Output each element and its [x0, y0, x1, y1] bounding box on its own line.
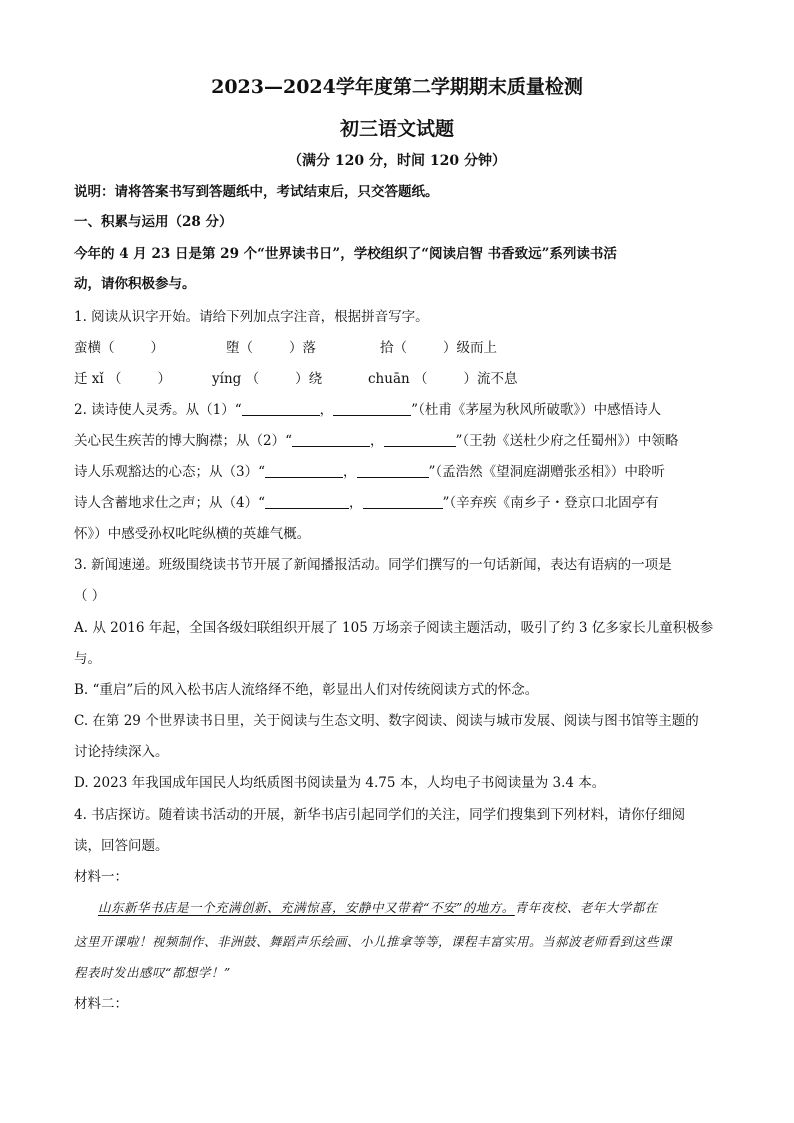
- q1-item-3: 拾（ ）级而上: [380, 340, 497, 356]
- option-a-line-2: 与。: [74, 651, 101, 667]
- poem-blank[interactable]: [384, 432, 456, 447]
- q1-item-4: 迁 xǐ （ ）: [74, 371, 172, 387]
- poem-blank[interactable]: [333, 401, 411, 416]
- poem-blank[interactable]: [265, 494, 349, 509]
- material-1-line-2: 这里开课啦！视频制作、非洲鼓、舞蹈声乐绘画、小儿推拿等等，课程丰富实用。当郝波老师看到这些课: [74, 934, 673, 949]
- poem-blank[interactable]: [357, 463, 429, 478]
- option-b: B. “重启”后的风入松书店人流络绎不绝，彰显出人们对传统阅读方式的怀念。: [74, 682, 539, 698]
- question-3-stem-1: 3. 新闻速递。班级围绕读书节开展了新闻播报活动。同学们撰写的一句话新闻，表达有语病的一项是: [74, 557, 672, 573]
- poem-blank[interactable]: [242, 401, 320, 416]
- option-a-line-1: A. 从 2016 年起，全国各级妇联组织开展了 105 万场亲子阅读主题活动，吸引了约 3 亿多家长儿童积极参: [74, 620, 714, 636]
- poem-blank[interactable]: [265, 463, 343, 478]
- question-2-line-4: 诗人含蓄地求仕之声；从（4）“ ， ”（辛弃疾《南乡子・登京口北固亭有: [74, 495, 659, 511]
- material-2-label: 材料二：: [74, 996, 128, 1012]
- section-intro-line-2: 动，请你积极参与。: [74, 276, 196, 292]
- exam-title: 2023—2024学年度第二学期期末质量检测: [211, 76, 583, 98]
- q1-item-6: chuān （ ）流不息: [368, 371, 518, 387]
- question-4-stem-1: 4. 书店探访。随着读书活动的开展，新华书店引起同学们的关注，同学们搜集到下列材料，请你仔细阅: [74, 807, 686, 823]
- q1-item-5: yíng （ ）绕: [212, 371, 323, 387]
- section-heading: 一、积累与运用（28 分）: [74, 214, 233, 230]
- question-2-line-2: 关心民生疾苦的博大胸襟；从（2）“ ， ”（王勃《送杜少府之任蜀州》）中领略: [74, 433, 679, 449]
- option-c-line-1: C. 在第 29 个世界读书日里，关于阅读与生态文明、数字阅读、阅读与城市发展、阅读与图书馆等主题的: [74, 713, 699, 729]
- exam-subject-title: 初三语文试题: [339, 118, 454, 140]
- exam-info: （满分 120 分，时间 120 分钟）: [288, 153, 506, 169]
- poem-blank[interactable]: [292, 432, 370, 447]
- material-1-line-1: 山东新华书店是一个充满创新、充满惊喜，安静中又带着“不安”的地方。青年夜校、老年大学都在: [98, 900, 658, 915]
- option-d: D. 2023 年我国成年国民人均纸质图书阅读量为 4.75 本，人均电子书阅读量为 3.4 本。: [74, 775, 606, 791]
- question-2-line-3: 诗人乐观豁达的心态；从（3）“ ， ”（孟浩然《望洞庭湖赠张丞相》）中聆听: [74, 464, 665, 480]
- question-2-line-1: 2. 读诗使人灵秀。从（1）“ ， ”（杜甫《茅屋为秋风所破歌》）中感悟诗人: [74, 402, 662, 418]
- section-intro-line-1: 今年的 4 月 23 日是第 29 个“世界读书日”，学校组织了“阅读启智 书香致远”系列读书活: [74, 246, 617, 262]
- material-1-line-3: 程表时发出感叹“都想学！”: [74, 965, 231, 980]
- material-1-label: 材料一：: [74, 869, 128, 885]
- question-4-stem-2: 读，回答问题。: [74, 838, 169, 854]
- poem-blank[interactable]: [363, 494, 443, 509]
- q1-item-2: 堕（ ）落: [226, 340, 316, 356]
- question-3-answer-paren: （ ）: [74, 588, 106, 604]
- question-1-stem: 1. 阅读从识字开始。请给下列加点字注音，根据拼音写字。: [74, 309, 429, 325]
- question-2-line-5: 怀》）中感受孙权叱咤纵横的英雄气概。: [74, 526, 311, 542]
- option-c-line-2: 讨论持续深入。: [74, 744, 169, 760]
- instruction-text: 说明：请将答案书写到答题纸中，考试结束后，只交答题纸。: [74, 184, 439, 200]
- q1-item-1: 蛮横（ ）: [74, 340, 164, 356]
